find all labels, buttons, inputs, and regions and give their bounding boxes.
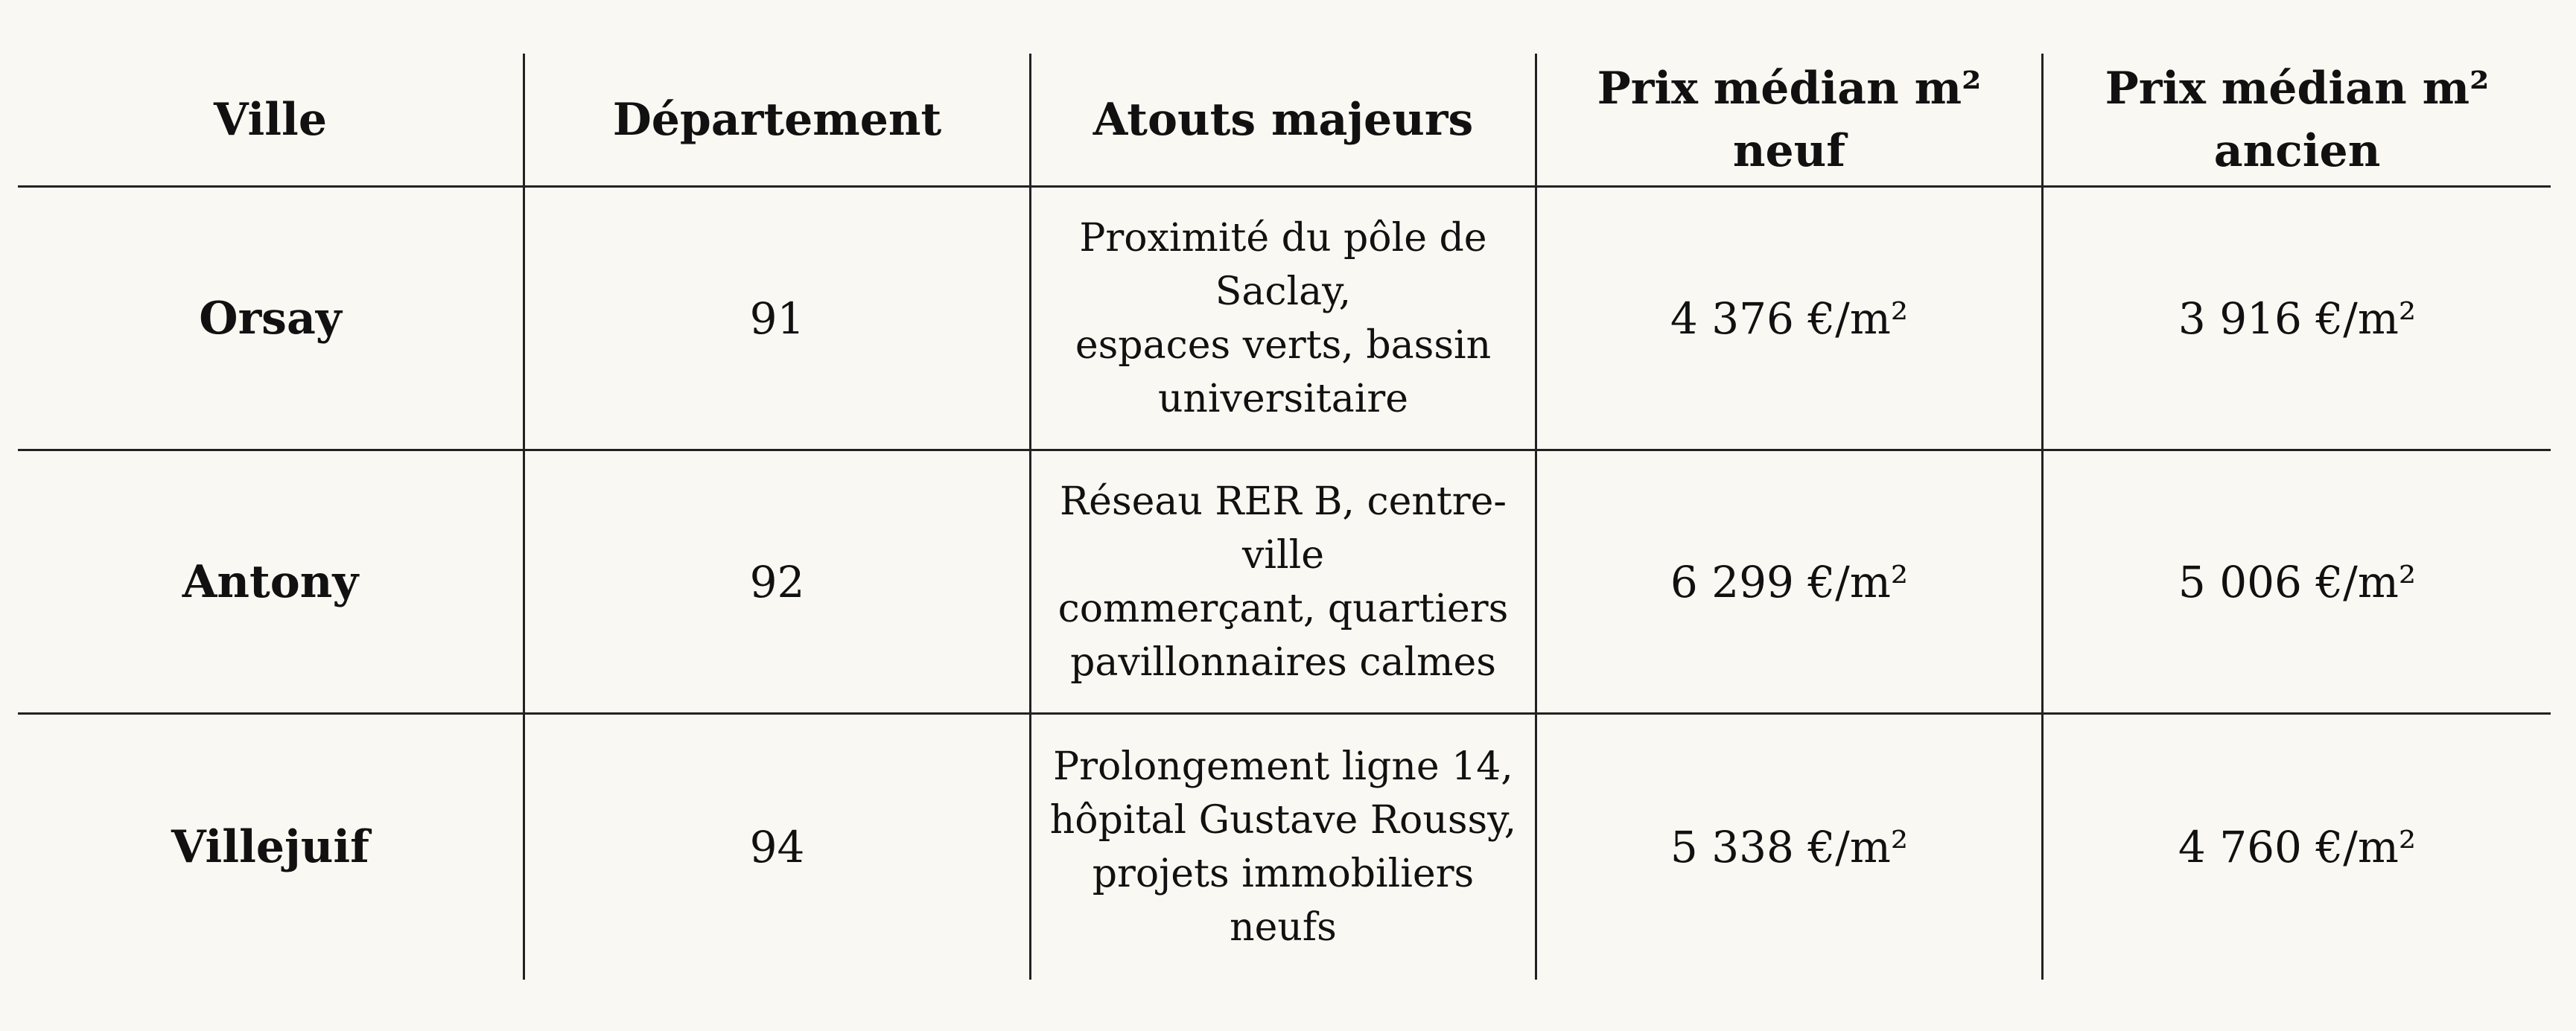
header-prix-ancien: Prix médian m² ancien — [2044, 54, 2551, 188]
cell-ville-orsay: Orsay — [18, 188, 525, 451]
cell-prix-neuf-antony: 6 299 €/m² — [1537, 451, 2044, 715]
cell-departement-antony: 92 — [525, 451, 1031, 715]
cell-atouts-orsay: Proximité du pôle de Saclay, espaces verts, bassin universitaire — [1031, 188, 1537, 451]
header-atouts: Atouts majeurs — [1031, 54, 1537, 188]
cell-prix-ancien-antony: 5 006 €/m² — [2044, 451, 2551, 715]
cell-prix-neuf-orsay: 4 376 €/m² — [1537, 188, 2044, 451]
cell-ville-antony: Antony — [18, 451, 525, 715]
cell-departement-villejuif: 94 — [525, 715, 1031, 980]
cell-atouts-villejuif: Prolongement ligne 14, hôpital Gustave Roussy, projets immobiliers neufs — [1031, 715, 1537, 980]
header-ville: Ville — [18, 54, 525, 188]
cell-atouts-antony: Réseau RER B, centre-ville commerçant, quartiers pavillonnaires calmes — [1031, 451, 1537, 715]
comparison-table — [18, 54, 2551, 980]
header-departement: Département — [525, 54, 1031, 188]
cell-prix-neuf-villejuif: 5 338 €/m² — [1537, 715, 2044, 980]
cell-prix-ancien-orsay: 3 916 €/m² — [2044, 188, 2551, 451]
cell-prix-ancien-villejuif: 4 760 €/m² — [2178, 822, 2417, 872]
header-prix-neuf: Prix médian m² neuf — [1537, 54, 2044, 188]
cell-ville-villejuif: Villejuif — [18, 715, 525, 980]
cell-departement-orsay: 91 — [525, 188, 1031, 451]
